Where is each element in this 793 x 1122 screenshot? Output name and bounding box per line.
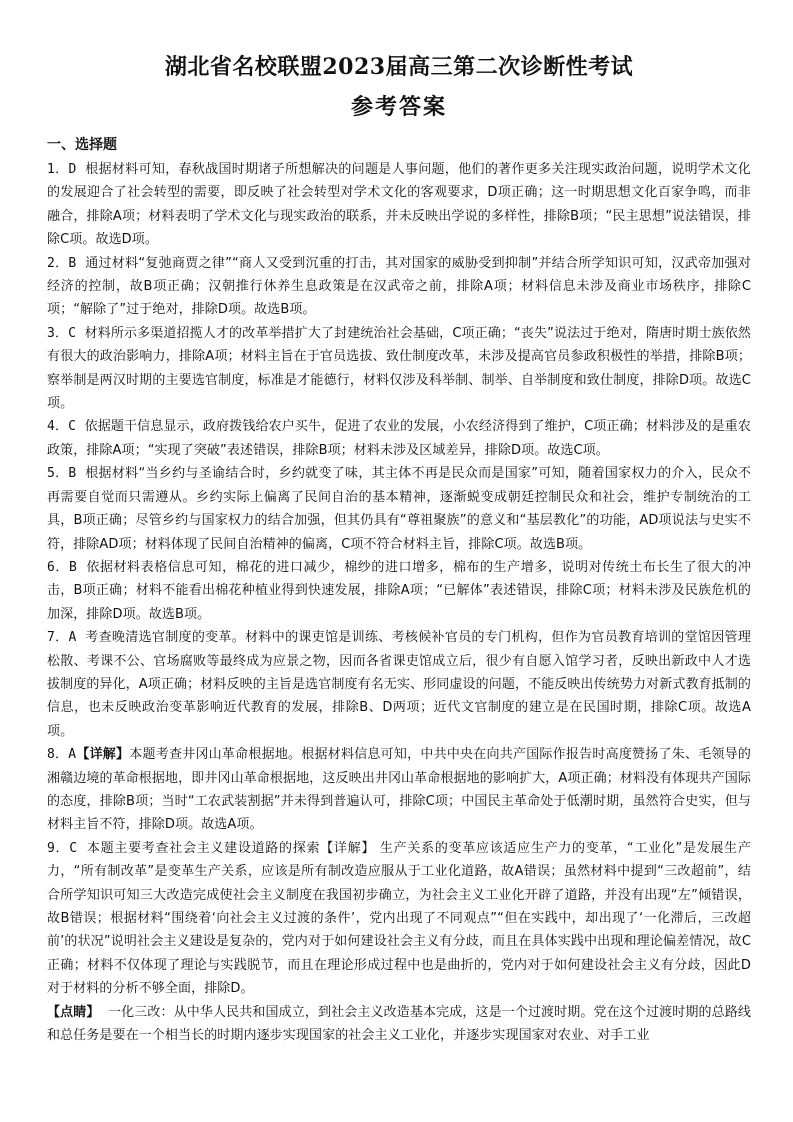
answer-item-4	[47, 415, 751, 462]
answer-number: 2．B	[47, 255, 77, 271]
answer-explanation: 通过材料“复弛商贾之律”“商人又受到沉重的打击，其对国家的威胁受到抑制”并结合所学知识可知，汉武帝加强对经济的控制，故B项正确；汉朝推行休养生息政策是在汉武帝之前，排除A项；材料信息未涉及商业市场秩序，排除C项；“解除了”过于绝对，排除D项。故选B项。	[47, 255, 751, 318]
answer-item-3	[47, 322, 751, 416]
answer-number: 3．C	[47, 325, 77, 341]
answer-explanation: 考查晚清选官制度的变革。材料中的课吏馆是训练、考核候补官员的专门机构，但作为官员教育培训的堂馆因管理松散、考课不公、官场腐败等最终成为应景之物，因而各省课吏馆成立后，很少有自愿入馆学习者，反映出新政中人才选拔制度的异化，A项正确；材料反映的主旨是选官制度有名无实、形同虚设的问题，不能反映出传统势力对新式教育抵制的信息，也未反映政治变革影响近代教育的发展，排除B、D两项；近代文官制度的建立是在民国时期，排除C项。故选A项。	[47, 630, 751, 739]
answer-explanation: 本题主要考查社会主义建设道路的探索【详解】 生产关系的变革应该适应生产力的变革，“工业化”是发展生产力，“所有制改革”是变革生产关系，应该是所有制改造应服从于工业化道路，故A错误；虽然材料中提到“三改超前”，结合所学知识可知三大改造完成使社会主义制度在我国初步确立，为社会主义工业化开辟了道路，并没有出现“左”倾错误，故B错误；根据材料“围绕着‘向社会主义过渡的条件’，党内出现了不同观点”“但在实践中，却出现了‘一化滞后，三改超前’的状况”说明社会主义建设是复杂的，党内对于如何建设社会主义有分歧，而且在具体实践中出现和理论偏差情况，故C正确；材料不仅体现了理论与实践脱节，而且在理论形成过程中也是曲折的，党内对于如何建设社会主义有分歧，因此D对于材料的分析不够全面，排除D。	[47, 840, 751, 997]
answer-note	[47, 1001, 751, 1048]
answer-number: 7．A	[47, 630, 77, 646]
answer-explanation: 材料所示多渠道招揽人才的改革举措扩大了封建统治社会基础，C项正确；“丧失”说法过于绝对，隋唐时期士族依然有很大的政治影响力，排除A项；材料主旨在于官员选拔、致仕制度改革，未涉及提高官员参政积极性的举措，排除B项；察举制是两汉时期的主要选官制度，标准是才能德行，材料仅涉及科举制、制举、自举制度和致仕制度，排除D项。故选C项。	[47, 325, 752, 412]
note-text: 一化三改：从中华人民共和国成立，到社会主义改造基本完成，这是一个过渡时期。党在这个过渡时期的总路线和总任务是要在一个相当长的时期内逐步实现国家的社会主义工业化，并逐步实现国家对农业、对手工业	[47, 1004, 751, 1044]
answer-list	[47, 158, 751, 1047]
answer-number: 6．B	[47, 559, 77, 575]
answer-item-9	[47, 837, 751, 1001]
detail-tag: 【详解】	[76, 747, 130, 763]
answer-explanation: 依据题干信息显示，政府拨钱给农户买牛，促进了农业的发展，小农经济得到了维护，C项正确；材料涉及的是重农政策，排除A项；“实现了突破”表述错误，排除B项；材料未涉及区域差异，排除D项。故选C项。	[47, 419, 751, 458]
answer-explanation: 根据材料“当乡约与圣谕结合时，乡约就变了味，其主体不再是民众而是国家”可知，随着国家权力的介入，民众不再需要自觉而只需遵从。乡约实际上偏离了民间自治的基本精神，逐渐蜕变成朝廷控制民众和社会，维护专制统治的工具，B项正确；尽管乡约与国家权力的结合加强，但其仍具有“尊祖聚族”的意义和“基层教化”的功能，AD项说法与史实不符，排除AD项；材料体现了民间自治精神的偏离，C项不符合材料主旨，排除C项。故选B项。	[47, 466, 751, 552]
answer-number: 1．D	[47, 162, 77, 177]
answer-item-8	[47, 743, 751, 837]
answer-explanation: 依据材料表格信息可知，棉花的进口减少，棉纱的进口增多，棉布的生产增多，说明对传统土布长生了很大的冲击，B项正确；材料不能看出棉花种植业得到快速发展，排除A项；“已解体”表述错误，排除C项；材料未涉及民族危机的加深，排除D项。故选B项。	[47, 559, 751, 622]
answer-explanation: 根据材料可知，春秋战国时期诸子所想解决的问题是人事问题，他们的著作更多关注现实政治问题，说明学术文化的发展迎合了社会转型的需要，即反映了社会转型对学术文化的客观要求，D项正确；这一时期思想文化百家争鸣，而非融合，排除A项；材料表明了学术文化与现实政治的联系，并未反映出学说的多样性，排除B项；“民主思想”说法错误，排除C项。故选D项。	[47, 162, 751, 248]
answer-item-7	[47, 626, 751, 743]
answer-number: 5．B	[47, 466, 77, 482]
answer-item-2	[47, 252, 751, 322]
answer-item-5	[47, 462, 751, 556]
section-heading: 一、选择题	[47, 137, 117, 153]
note-tag: 【点睛】	[47, 1004, 100, 1020]
answer-number: 4．C	[47, 419, 77, 435]
answer-number: 8．A	[47, 747, 77, 763]
answer-explanation: 本题考查井冈山革命根据地。根据材料信息可知，中共中央在向共产国际作报告时高度赞扬了朱、毛领导的湘赣边境的革命根据地，即井冈山革命根据地，这反映出井冈山革命根据地的影响扩大，A项正确；材料没有体现共产国际的态度，排除B项；当时“工农武装割据”并未得到普遍认可，排除C项；中国民主革命处于低潮时期，虽然符合史实，但与材料主旨不符，排除D项。故选A项。	[47, 747, 751, 833]
document-title: 湖北省名校联盟2023届高三第二次诊断性考试	[164, 54, 634, 80]
answer-number: 9．C	[47, 840, 78, 856]
document-subtitle: 参考答案	[350, 94, 447, 120]
answer-item-6	[47, 556, 751, 626]
answer-item-1	[47, 158, 751, 252]
